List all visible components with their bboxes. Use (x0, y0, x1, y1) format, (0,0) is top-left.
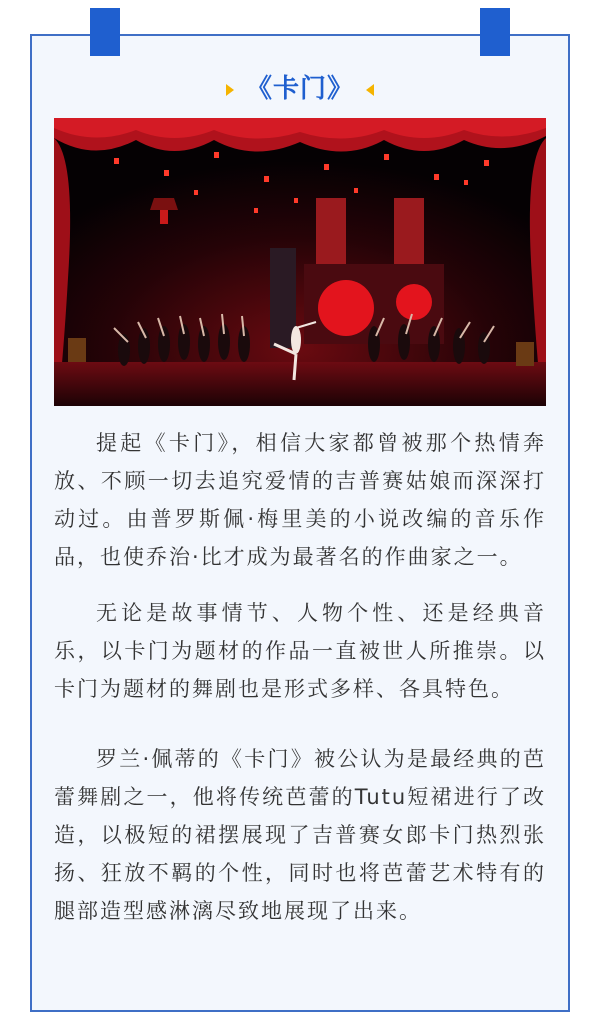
ballet-stage-photo (54, 118, 546, 406)
paragraph-2: 无论是故事情节、人物个性、还是经典音乐，以卡门为题材的作品一直被世人所推崇。以卡门为题材的舞剧也是形式多样、各具特色。 (54, 601, 546, 701)
triangle-left-icon (366, 84, 374, 96)
decorative-tab-right (480, 8, 510, 56)
paragraph-1: 提起《卡门》，相信大家都曾被那个热情奔放、不顾一切去追究爱情的吉普赛姑娘而深深打动过。由普罗斯佩·梅里美的小说改编的音乐作品，也使乔治·比才成为最著名的作曲家之一。 (54, 431, 546, 569)
paragraph-3: 罗兰·佩蒂的《卡门》被公认为是最经典的芭蕾舞剧之一，他将传统芭蕾的Tutu短裙进行了改造，以极短的裙摆展现了吉普赛女郎卡门热烈张扬、狂放不羁的个性，同时也将芭蕾艺术特有的腿部造型感淋漓尽致地展现了出来。 (54, 747, 546, 923)
decorative-tab-left (90, 8, 120, 56)
triangle-right-icon (226, 84, 234, 96)
section-title: 《卡门》 (245, 74, 354, 104)
section-title-row (0, 68, 600, 105)
